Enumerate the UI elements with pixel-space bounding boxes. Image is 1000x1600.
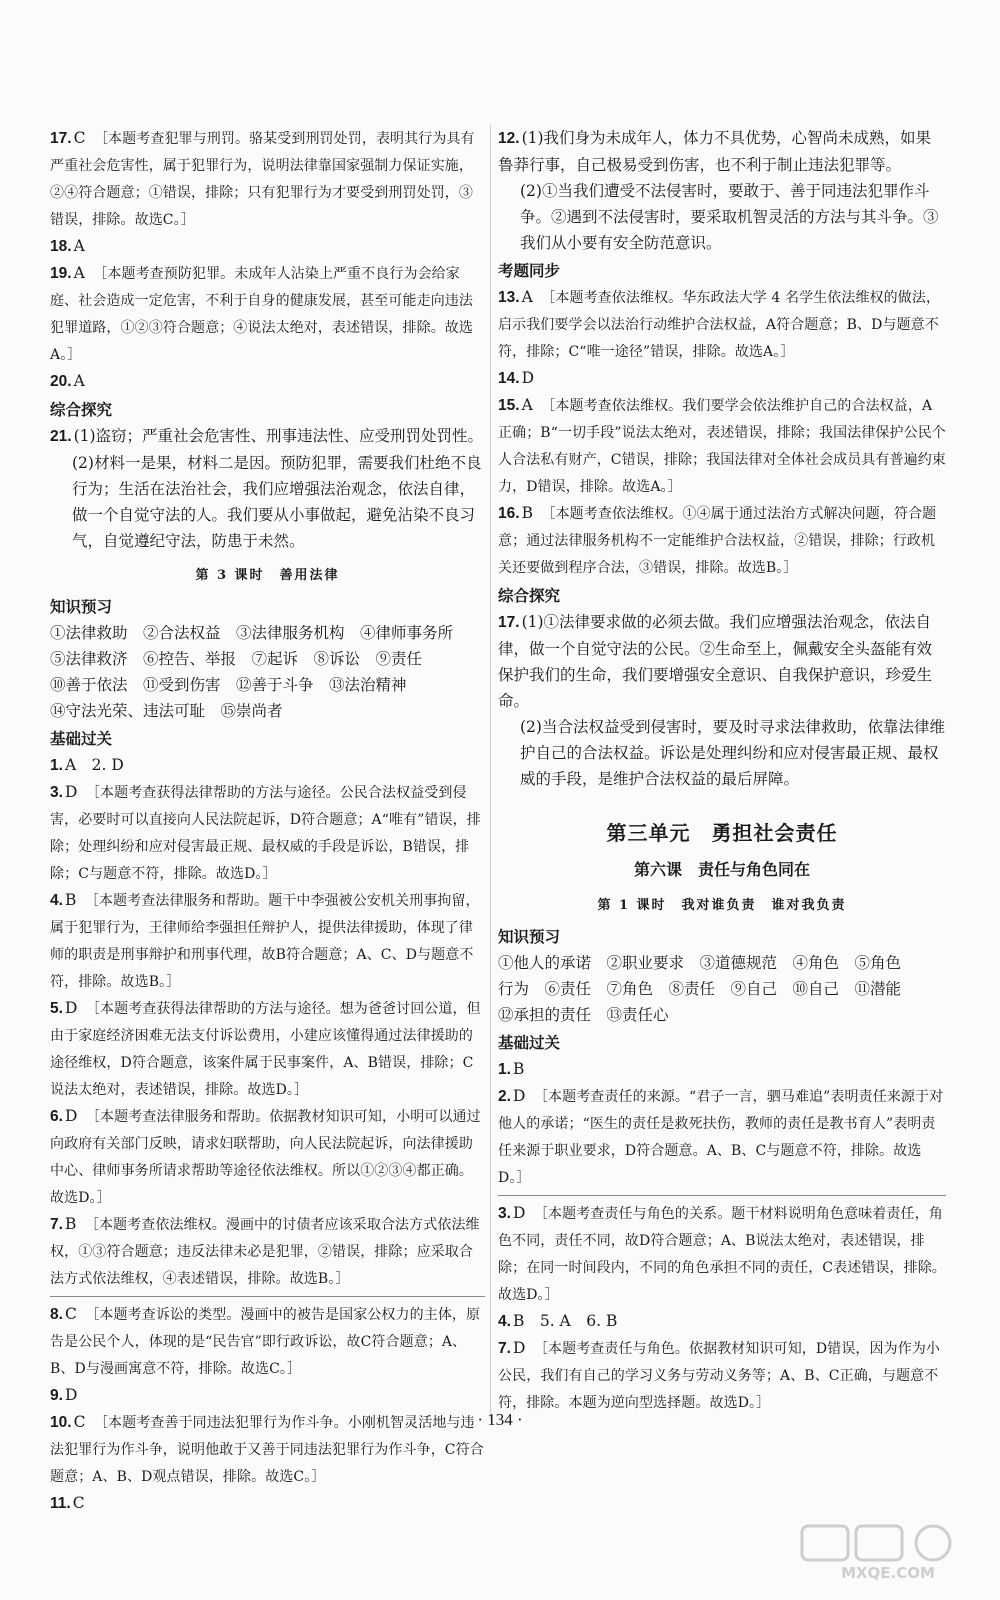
preview-line: ①法律救助 ②合法权益 ③法律服务机构 ④律师事务所 bbox=[50, 624, 454, 642]
answer-explanation: ［本题考查责任与角色。依据教材知识可知，D错误，因为作为小公民，我们有自己的学习义务与劳动义务等；A、B、C正确，与题意不符，排除。本题为逆向型选择题。故选D。］ bbox=[498, 1341, 941, 1411]
answer-explanation: ［本题考查获得法律帮助的方法与途径。想为爸爸讨回公道，但由于家庭经济困难无法支付诉讼费用，小建应该懂得通过法律援助的途径维权，D符合题意，该案件属于民事案件，A、B错误，排除；C说法太绝对，表述错误，排除。故选D。］ bbox=[50, 1001, 481, 1098]
question-number: 7. bbox=[50, 1216, 63, 1233]
left-column bbox=[50, 125, 485, 1517]
question-number: 19. bbox=[50, 265, 72, 282]
question-number: 16. bbox=[498, 505, 520, 522]
answer-item bbox=[50, 423, 485, 450]
answer-choice: B bbox=[521, 504, 533, 522]
answer-choice: C bbox=[73, 129, 86, 147]
question-number: 21. bbox=[50, 428, 72, 445]
answer-item bbox=[498, 125, 946, 178]
answer-choice: D bbox=[64, 999, 78, 1017]
answer-choice: C bbox=[64, 1305, 77, 1323]
answer-choice: A bbox=[73, 372, 85, 390]
answer-explanation: ［本题考查责任与角色的关系。题干材料说明角色意味着责任，角色不同，责任不同，故D符合题意；A、B说法太绝对，表述错误，排除；在同一时间段内，不同的角色承担不同的责任，C表述错误，排除。故选D。］ bbox=[498, 1206, 946, 1303]
question-number: 15. bbox=[498, 397, 520, 414]
answer-choice: C bbox=[73, 1413, 86, 1431]
answer-paragraph: (2)材料一是果，材料二是因。预防犯罪，需要我们杜绝不良行为；生活在法治社会，我们应增强法治观念，依法自律，做一个自觉守法的人。我们要从小事做起，避免沾染不良习气，自觉遵纪守法，防患于未然。 bbox=[72, 454, 482, 550]
question-number: 20. bbox=[50, 373, 72, 390]
preview-line: 行为 ⑥责任 ⑦角色 ⑧责任 ⑨自己 ⑩自己 ⑪潜能 bbox=[498, 980, 902, 998]
question-number: 9. bbox=[50, 1387, 63, 1404]
watermark-logo bbox=[798, 1522, 978, 1582]
answer-item bbox=[50, 1103, 485, 1211]
question-number: 18. bbox=[50, 238, 72, 255]
section-heading: 综合探究 bbox=[498, 587, 561, 605]
section-heading: 基础过关 bbox=[498, 1034, 561, 1052]
page-number: · 134 · bbox=[477, 1410, 523, 1429]
answer-item bbox=[50, 752, 485, 779]
question-number: 4. bbox=[50, 892, 63, 909]
answer-choice: C bbox=[72, 1494, 85, 1512]
answer-explanation: ［本题考查诉讼的类型。漫画中的被告是国家公权力的主体，原告是公民个人，体现的是“民告官”即行政诉讼，故C符合题意；A、B、D与漫画寓意不符，排除。故选C。］ bbox=[50, 1307, 481, 1377]
preview-line: ⑫承担的责任 ⑬责任心 bbox=[498, 1006, 669, 1024]
question-number: 4. bbox=[498, 1313, 511, 1330]
answer-explanation: ［本题考查依法维权。①④属于通过法治方式解决问题，符合题意；通过法律服务机构不一定能维护合法权益，②错误，排除；行政机关还要做到程序合法，③错误，排除。故选B。］ bbox=[498, 506, 937, 576]
section-rule bbox=[50, 1296, 485, 1297]
preview-line: ⑭守法光荣、违法可耻 ⑮崇尚者 bbox=[50, 702, 283, 720]
answer-choice: D bbox=[521, 369, 534, 387]
answer-choice: (1)①法律要求做的必须去做。我们应增强法治观念，依法自律，做一个自觉守法的公民。②生命至上，佩戴安全头盔能有效保护我们的生命，我们要增强安全意识、自我保护意识，珍爱生命。 bbox=[498, 613, 933, 710]
answer-choice: A bbox=[521, 396, 533, 414]
answer-item bbox=[50, 1211, 485, 1292]
answer-choice: B bbox=[512, 1060, 525, 1078]
question-number: 1. bbox=[498, 1061, 511, 1078]
question-number: 5. bbox=[50, 1000, 63, 1017]
section-heading: 基础过关 bbox=[50, 730, 113, 748]
question-number: 7. bbox=[498, 1340, 511, 1357]
lesson-heading: 第 1 课时 我对谁负责 谁对我负责 bbox=[597, 898, 847, 913]
answer-item bbox=[50, 368, 485, 395]
answer-item bbox=[498, 1083, 946, 1191]
question-number: 1. bbox=[50, 757, 63, 774]
question-number: 17. bbox=[50, 130, 72, 147]
answer-choice: D bbox=[512, 1339, 526, 1357]
lesson-heading: 第 3 课时 善用法律 bbox=[195, 568, 340, 583]
answer-choice: A bbox=[73, 237, 85, 255]
section-heading: 知识预习 bbox=[498, 928, 561, 946]
question-number: 8. bbox=[50, 1306, 63, 1323]
question-number: 3. bbox=[50, 784, 63, 801]
answer-item bbox=[50, 887, 485, 995]
answer-choice: D bbox=[512, 1087, 526, 1105]
answer-item bbox=[498, 365, 946, 392]
answer-choice: D bbox=[64, 1107, 78, 1125]
answer-explanation: ［本题考查依法维权。我们要学会依法维护自己的合法权益，A正确；B“一切手段”说法太绝对，表述错误，排除；我国法律保护公民个人合法私有财产，C错误，排除；我国法律对全体社会成员具有普遍约束力，D错误，排除。故选A。］ bbox=[498, 398, 946, 495]
answer-item bbox=[498, 1335, 946, 1416]
lesson-title: 第六课 责任与角色同在 bbox=[633, 860, 810, 879]
answer-item bbox=[498, 392, 946, 500]
question-number: 10. bbox=[50, 1414, 72, 1431]
section-rule bbox=[498, 1195, 946, 1196]
answer-paragraph: (2)①当我们遭受不法侵害时，要敢于、善于同违法犯罪作斗争。②遇到不法侵害时，要采取机智灵活的方法与其斗争。③我们从小要有安全防范意识。 bbox=[520, 182, 939, 252]
question-number: 3. bbox=[498, 1205, 511, 1222]
preview-line: ⑤法律救济 ⑥控告、举报 ⑦起诉 ⑧诉讼 ⑨责任 bbox=[50, 650, 423, 668]
question-number: 14. bbox=[498, 370, 520, 387]
answer-choice: D bbox=[64, 1386, 78, 1404]
answer-item bbox=[50, 233, 485, 260]
answer-item bbox=[498, 1308, 946, 1335]
answer-item bbox=[50, 1490, 485, 1517]
section-heading: 考题同步 bbox=[498, 262, 561, 280]
question-number: 2. bbox=[498, 1088, 511, 1105]
question-number: 13. bbox=[498, 289, 520, 306]
answer-choice: B 5. A 6. B bbox=[512, 1312, 618, 1330]
answer-explanation: ［本题考查犯罪与刑罚。骆某受到刑罚处罚，表明其行为具有严重社会危害性，属于犯罪行为，说明法律靠国家强制力保证实施，②④符合题意；①错误，排除；只有犯罪行为才要受到刑罚处罚，③错误，排除。故选C。］ bbox=[50, 131, 475, 228]
answer-explanation: ［本题考查法律服务和帮助。题干中李强被公安机关刑事拘留，属于犯罪行为，王律师给李强担任辩护人，提供法律援助，体现了律师的职责是刑事辩护和刑事代理，故B符合题意；A、C、D与题意不符，排除。故选B。］ bbox=[50, 893, 480, 990]
answer-explanation: ［本题考查获得法律帮助的方法与途径。公民合法权益受到侵害，必要时可以直接向人民法院起诉，D符合题意；A“唯有”错误，排除；处理纠纷和应对侵害最正规、最权威的手段是诉讼，B错误，排除；C与题意不符，排除。故选D。］ bbox=[50, 785, 481, 882]
answer-explanation: ［本题考查责任的来源。“君子一言，驷马难追”表明责任来源于对他人的承诺；“医生的责任是救死扶伤，教师的责任是教书育人”表明责任来源于职业要求，D符合题意。A、B、C与题意不符，排除。故选D。］ bbox=[498, 1089, 944, 1186]
question-number: 12. bbox=[498, 130, 520, 147]
preview-line: ⑩善于依法 ⑪受到伤害 ⑫善于斗争 ⑬法治精神 bbox=[50, 676, 407, 694]
answer-choice: A bbox=[521, 288, 533, 306]
answer-choice: D bbox=[512, 1204, 526, 1222]
answer-paragraph: (2)当合法权益受到侵害时，要及时寻求法律救助，依靠法律维护自己的合法权益。诉讼是处理纠纷和应对侵害最正规、最权威的手段，是维护合法权益的最后屏障。 bbox=[520, 718, 945, 788]
question-number: 17. bbox=[498, 614, 520, 631]
column-divider bbox=[490, 125, 491, 1420]
answer-choice: A bbox=[73, 264, 85, 282]
question-number: 11. bbox=[50, 1495, 71, 1512]
watermark-text: MXQE.COM bbox=[841, 1564, 935, 1582]
answer-choice: D bbox=[64, 783, 78, 801]
answer-item bbox=[50, 779, 485, 887]
answer-item bbox=[498, 1200, 946, 1308]
section-heading: 综合探究 bbox=[50, 401, 113, 419]
answer-item bbox=[50, 125, 485, 233]
answer-item bbox=[498, 500, 946, 581]
answer-explanation: ［本题考查善于同违法犯罪行为作斗争。小刚机智灵活地与违法犯罪行为作斗争，说明他敢于又善于同违法犯罪行为作斗争，C符合题意；A、B、D观点错误，排除。故选C。］ bbox=[50, 1415, 484, 1485]
section-heading: 知识预习 bbox=[50, 598, 113, 616]
answer-item bbox=[498, 609, 946, 714]
unit-title: 第三单元 勇担社会责任 bbox=[606, 821, 838, 845]
answer-choice: (1)盗窃；严重社会危害性、刑事违法性、应受刑罚处罚性。 bbox=[73, 427, 484, 445]
question-number: 6. bbox=[50, 1108, 63, 1125]
answer-item bbox=[498, 1056, 946, 1083]
answer-explanation: ［本题考查法律服务和帮助。依据教材知识可知，小明可以通过向政府有关部门反映，请求妇联帮助，向人民法院起诉，向法律援助中心、律师事务所请求帮助等途径依法维权。所以①②③④都正确。故选D。］ bbox=[50, 1109, 481, 1206]
preview-line: ①他人的承诺 ②职业要求 ③道德规范 ④角色 ⑤角色 bbox=[498, 954, 902, 972]
answer-explanation: ［本题考查依法维权。漫画中的讨债者应该采取合法方式依法维权，①③符合题意；违反法律未必是犯罪，②错误，排除；应采取合法方式依法维权，④表述错误，排除。故选B。］ bbox=[50, 1217, 480, 1287]
answer-explanation: ［本题考查依法维权。华东政法大学 4 名学生依法维权的做法，启示我们要学会以法治行动维护合法权益，A符合题意；B、D与题意不符，排除；C“唯一途径”错误，排除。故选A。］ bbox=[498, 290, 941, 360]
answer-choice: A 2. D bbox=[64, 756, 124, 774]
answer-choice: (1)我们身为未成年人，体力不具优势，心智尚未成熟，如果鲁莽行事，自己极易受到伤害，也不利于制止违法犯罪等。 bbox=[498, 129, 932, 174]
answer-item bbox=[50, 1301, 485, 1382]
answer-item bbox=[498, 284, 946, 365]
answer-item bbox=[50, 260, 485, 368]
answer-item bbox=[50, 1382, 485, 1409]
answer-choice: B bbox=[64, 891, 77, 909]
right-column bbox=[498, 125, 946, 1416]
answer-choice: B bbox=[64, 1215, 77, 1233]
answer-item bbox=[50, 995, 485, 1103]
answer-explanation: ［本题考查预防犯罪。未成年人沾染上严重不良行为会给家庭、社会造成一定危害，不利于自身的健康发展，甚至可能走向违法犯罪道路，①②③符合题意；④说法太绝对，表述错误，排除。故选A。］ bbox=[50, 266, 473, 363]
